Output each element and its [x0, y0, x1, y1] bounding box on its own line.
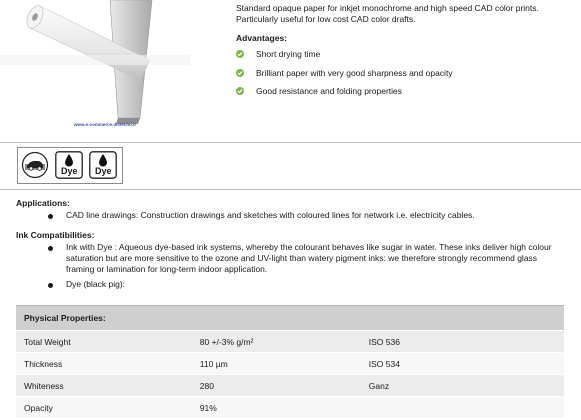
property-name: Whiteness [16, 375, 192, 397]
product-image [0, 0, 200, 132]
table-row [16, 397, 564, 419]
property-standard: ISO 536 [361, 331, 564, 353]
property-standard: ISO 534 [361, 353, 564, 375]
property-standard: Ganz [361, 375, 564, 397]
property-name: Total Weight [16, 331, 192, 353]
advantages-title: Advantages: [236, 33, 288, 43]
usage-icons-box [17, 147, 123, 184]
check-icon [236, 69, 244, 77]
table-header-row [16, 306, 564, 331]
property-value: 280 [192, 375, 361, 397]
dye-ink-icon [89, 151, 117, 179]
divider [0, 142, 581, 143]
product-description: Standard opaque paper for inkjet monochrome and high speed CAD color prints. Particularly useful for low cost CAD color drafts. [236, 3, 539, 24]
list-item [236, 45, 453, 64]
list-item: Dye (black pig): [44, 279, 564, 290]
advantage-text: Short drying time [256, 49, 321, 60]
dye-badge-label: Dye [61, 166, 78, 176]
check-icon [236, 50, 244, 58]
applications-title: Applications: [16, 198, 70, 208]
advantages-list [236, 45, 453, 101]
check-icon [236, 87, 244, 95]
table-row [16, 353, 564, 375]
dye-badge-label: Dye [95, 166, 112, 176]
table-row [16, 375, 564, 397]
physical-properties-title: Physical Properties: [16, 306, 564, 331]
paper-roll-illustration [0, 0, 200, 132]
list-item [236, 64, 453, 83]
property-value: 110 µm [192, 353, 361, 375]
list-item [236, 82, 453, 101]
property-standard [361, 397, 564, 419]
property-name: Opacity [16, 397, 192, 419]
car-print-icon [21, 151, 49, 179]
list-item: CAD line drawings: Construction drawings and sketches with coloured lines for network i.e. electricity cables. [44, 210, 564, 221]
physical-properties-table [16, 305, 564, 418]
dye-ink-icon [55, 151, 83, 179]
image-caption-url: www.e-commerce.distecho.it [74, 122, 136, 127]
property-name: Thickness [16, 353, 192, 375]
table-row [16, 331, 564, 353]
ink-compatibilities-title: Ink Compatibilities: [16, 230, 95, 240]
property-value: 91% [192, 397, 361, 419]
list-item: Ink with Dye : Aqueous dye-based ink systems, whereby the colourant behaves like sugar in water. These inks deliver high colour saturation but are more sensitive to the ozone and UV-light than watery pigment inks: we therefore strongly recommend glass framing or lamination for long-term indoor application. [44, 242, 564, 275]
property-value: 80 +/-3% g/m² [192, 331, 361, 353]
divider [0, 189, 581, 190]
ink-list [44, 242, 564, 290]
applications-list [44, 210, 564, 221]
advantage-text: Brilliant paper with very good sharpness and opacity [256, 67, 453, 78]
advantage-text: Good resistance and folding properties [256, 86, 403, 97]
